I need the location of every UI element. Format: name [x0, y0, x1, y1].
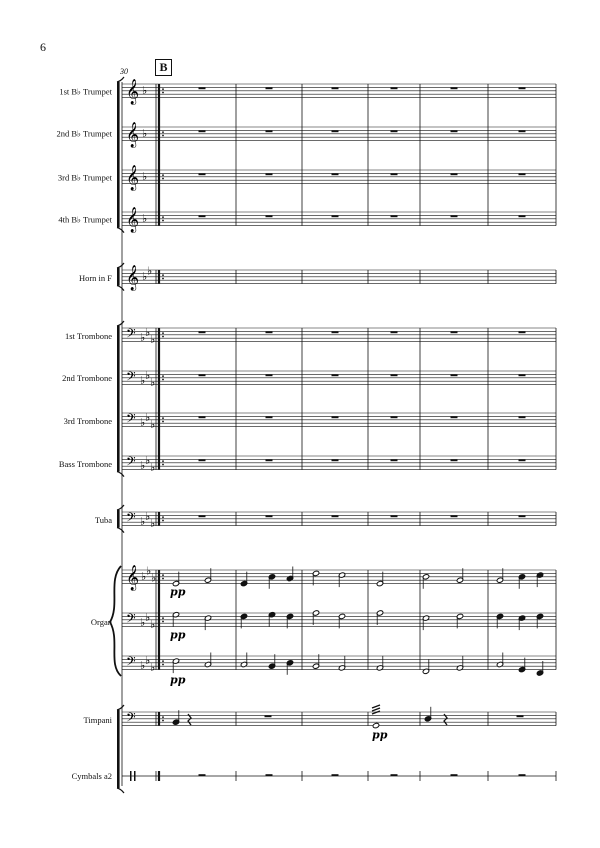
bass-clef-icon: 𝄢	[126, 654, 136, 673]
dynamic-organ-pedal: pp	[170, 673, 186, 687]
bracket-percussion	[117, 710, 120, 788]
key-flat: ♭	[150, 460, 156, 474]
repeat-dot	[162, 216, 164, 218]
whole-rest	[391, 374, 398, 376]
whole-rest	[519, 774, 526, 776]
key-flat: ♭	[140, 459, 146, 473]
repeat-dot	[162, 574, 164, 576]
measure-number: 30	[120, 67, 128, 76]
percussion-clef-icon	[134, 771, 136, 781]
whole-rest	[199, 173, 206, 175]
label-timp: Timpani	[83, 715, 112, 725]
whole-rest	[451, 130, 458, 132]
key-flat: ♭	[140, 331, 146, 345]
percussion-clef-icon	[130, 771, 132, 781]
repeat-dot	[162, 664, 164, 666]
repeat-dot	[162, 516, 164, 518]
repeat-dot	[162, 460, 164, 462]
key-flat: ♭	[145, 611, 151, 625]
repeat-dot	[162, 464, 164, 466]
whole-rest	[391, 515, 398, 517]
whole-rest	[266, 215, 273, 217]
brace-organ	[110, 566, 121, 676]
repeat-dot	[162, 617, 164, 619]
whole-rest	[391, 774, 398, 776]
key-flat: ♭	[142, 126, 148, 140]
whole-rest	[332, 215, 339, 217]
bracket-trumpets-hook-top	[117, 77, 124, 82]
tremolo-slash	[372, 711, 380, 714]
whole-rest	[451, 515, 458, 517]
key-flat: ♭	[140, 374, 146, 388]
repeat-dot	[162, 92, 164, 94]
whole-rest	[332, 459, 339, 461]
key-flat: ♭	[142, 211, 148, 225]
treble-clef-icon: 𝄞	[126, 79, 140, 105]
key-flat: ♭	[145, 326, 151, 340]
page-number: 6	[40, 40, 46, 54]
whole-rest	[332, 774, 339, 776]
repeat-dot	[162, 578, 164, 580]
whole-rest	[391, 459, 398, 461]
key-flat: ♭	[150, 617, 156, 631]
whole-rest	[517, 715, 524, 717]
repeat-dot	[162, 274, 164, 276]
tremolo-slash	[372, 705, 380, 708]
repeat-dot	[162, 220, 164, 222]
whole-rest	[266, 459, 273, 461]
bracket-percussion-hook-top	[117, 705, 124, 710]
repeat-dot	[162, 131, 164, 133]
key-flat: ♭	[140, 416, 146, 430]
repeat-dot	[162, 135, 164, 137]
whole-rest	[451, 331, 458, 333]
key-flat: ♭	[150, 660, 156, 674]
whole-rest	[266, 87, 273, 89]
label-tpt4: 4th B♭ Trumpet	[58, 214, 112, 225]
bracket-trombones-hook-top	[117, 321, 124, 326]
bass-clef-icon: 𝄢	[126, 454, 136, 473]
whole-rest	[332, 374, 339, 376]
rehearsal-mark: B	[155, 59, 172, 76]
whole-rest	[332, 130, 339, 132]
bracket-tuba-hook-top	[117, 505, 124, 510]
whole-rest	[199, 416, 206, 418]
treble-clef-icon: 𝄞	[126, 565, 140, 591]
repeat-dot	[162, 379, 164, 381]
whole-rest	[199, 459, 206, 461]
label-tpt3: 3rd B♭ Trumpet	[57, 172, 112, 183]
whole-rest	[266, 374, 273, 376]
whole-rest	[199, 130, 206, 132]
dynamic-organ-upper: pp	[170, 585, 186, 599]
whole-rest	[391, 331, 398, 333]
bracket-horn-hook-top	[117, 263, 124, 268]
whole-rest	[451, 87, 458, 89]
repeat-dot	[162, 660, 164, 662]
label-tbn1: 1st Trombone	[65, 331, 112, 341]
key-flat: ♭	[145, 454, 151, 468]
key-flat: ♭	[146, 564, 152, 578]
bracket-trombones	[117, 326, 120, 472]
whole-rest	[519, 331, 526, 333]
treble-clef-icon: 𝄞	[126, 265, 140, 291]
bracket-trumpets-hook-bottom	[117, 228, 124, 233]
repeat-dot	[162, 716, 164, 718]
whole-rest	[391, 173, 398, 175]
repeat-dot	[162, 332, 164, 334]
label-tpt1: 1st B♭ Trumpet	[59, 86, 112, 97]
key-flat: ♭	[140, 515, 146, 529]
whole-rest	[265, 715, 272, 717]
whole-rest	[332, 416, 339, 418]
label-tpt2: 2nd B♭ Trumpet	[56, 128, 112, 139]
repeat-dot	[162, 520, 164, 522]
whole-rest	[391, 215, 398, 217]
whole-rest	[199, 215, 206, 217]
whole-rest	[451, 173, 458, 175]
whole-rest	[451, 774, 458, 776]
bracket-percussion-hook-bottom	[117, 788, 124, 793]
treble-clef-icon: 𝄞	[126, 207, 140, 233]
whole-rest	[266, 173, 273, 175]
dynamic-timpani: pp	[372, 728, 388, 742]
whole-rest	[519, 215, 526, 217]
key-flat: ♭	[140, 616, 146, 630]
treble-clef-icon: 𝄞	[126, 122, 140, 148]
whole-rest	[519, 416, 526, 418]
key-flat: ♭	[141, 569, 147, 583]
key-flat: ♭	[145, 369, 151, 383]
bass-clef-icon: 𝄢	[126, 611, 136, 630]
key-flat: ♭	[150, 332, 156, 346]
key-flat: ♭	[145, 510, 151, 524]
whole-rest	[332, 515, 339, 517]
repeat-dot	[162, 178, 164, 180]
whole-rest	[199, 774, 206, 776]
bracket-tuba	[117, 510, 120, 528]
key-flat: ♭	[150, 375, 156, 389]
repeat-dot	[162, 375, 164, 377]
whole-rest	[519, 459, 526, 461]
bracket-trombones-hook-bottom	[117, 472, 124, 477]
bracket-trumpets	[117, 82, 120, 228]
key-flat: ♭	[145, 654, 151, 668]
bass-clef-icon: 𝄢	[126, 510, 136, 529]
key-flat: ♭	[151, 571, 157, 585]
label-horn: Horn in F	[78, 273, 112, 283]
label-tbn2: 2nd Trombone	[62, 373, 112, 383]
whole-rest	[266, 416, 273, 418]
key-flat: ♭	[147, 264, 153, 278]
repeat-dot	[162, 336, 164, 338]
key-flat: ♭	[142, 269, 148, 283]
whole-rest	[266, 331, 273, 333]
whole-rest	[519, 173, 526, 175]
label-tbn3: 3rd Trombone	[63, 416, 112, 426]
key-flat: ♭	[145, 411, 151, 425]
whole-rest	[451, 374, 458, 376]
whole-rest	[519, 515, 526, 517]
repeat-dot	[162, 421, 164, 423]
whole-rest	[199, 87, 206, 89]
whole-rest	[391, 87, 398, 89]
whole-rest	[519, 374, 526, 376]
whole-rest	[451, 416, 458, 418]
repeat-dot	[162, 174, 164, 176]
repeat-dot	[162, 88, 164, 90]
repeat-dot	[162, 278, 164, 280]
whole-rest	[519, 87, 526, 89]
whole-rest	[451, 215, 458, 217]
key-flat: ♭	[142, 83, 148, 97]
bracket-horn-hook-bottom	[117, 286, 124, 291]
bracket-horn	[117, 268, 120, 286]
whole-rest	[332, 87, 339, 89]
key-flat: ♭	[150, 516, 156, 530]
whole-rest	[266, 130, 273, 132]
dynamic-organ-middle: pp	[170, 628, 186, 642]
label-organ: Organ	[90, 617, 112, 627]
repeat-dot	[162, 621, 164, 623]
label-btbn: Bass Trombone	[58, 459, 112, 469]
key-flat: ♭	[150, 417, 156, 431]
whole-rest	[266, 774, 273, 776]
key-flat: ♭	[142, 169, 148, 183]
whole-rest	[199, 515, 206, 517]
whole-rest	[391, 416, 398, 418]
whole-rest	[266, 515, 273, 517]
repeat-dot	[162, 417, 164, 419]
treble-clef-icon: 𝄞	[126, 165, 140, 191]
key-flat: ♭	[140, 659, 146, 673]
bass-clef-icon: 𝄢	[126, 369, 136, 388]
whole-rest	[332, 173, 339, 175]
bass-clef-icon: 𝄢	[126, 710, 136, 729]
tremolo-slash	[372, 708, 380, 711]
repeat-dot	[162, 720, 164, 722]
whole-rest	[199, 374, 206, 376]
whole-rest	[199, 331, 206, 333]
label-cym: Cymbals a2	[71, 771, 112, 781]
bass-clef-icon: 𝄢	[126, 326, 136, 345]
whole-rest	[519, 130, 526, 132]
whole-rest	[451, 459, 458, 461]
whole-rest	[391, 130, 398, 132]
bracket-tuba-hook-bottom	[117, 528, 124, 533]
label-tuba: Tuba	[94, 515, 112, 525]
bass-clef-icon: 𝄢	[126, 411, 136, 430]
whole-rest	[332, 331, 339, 333]
